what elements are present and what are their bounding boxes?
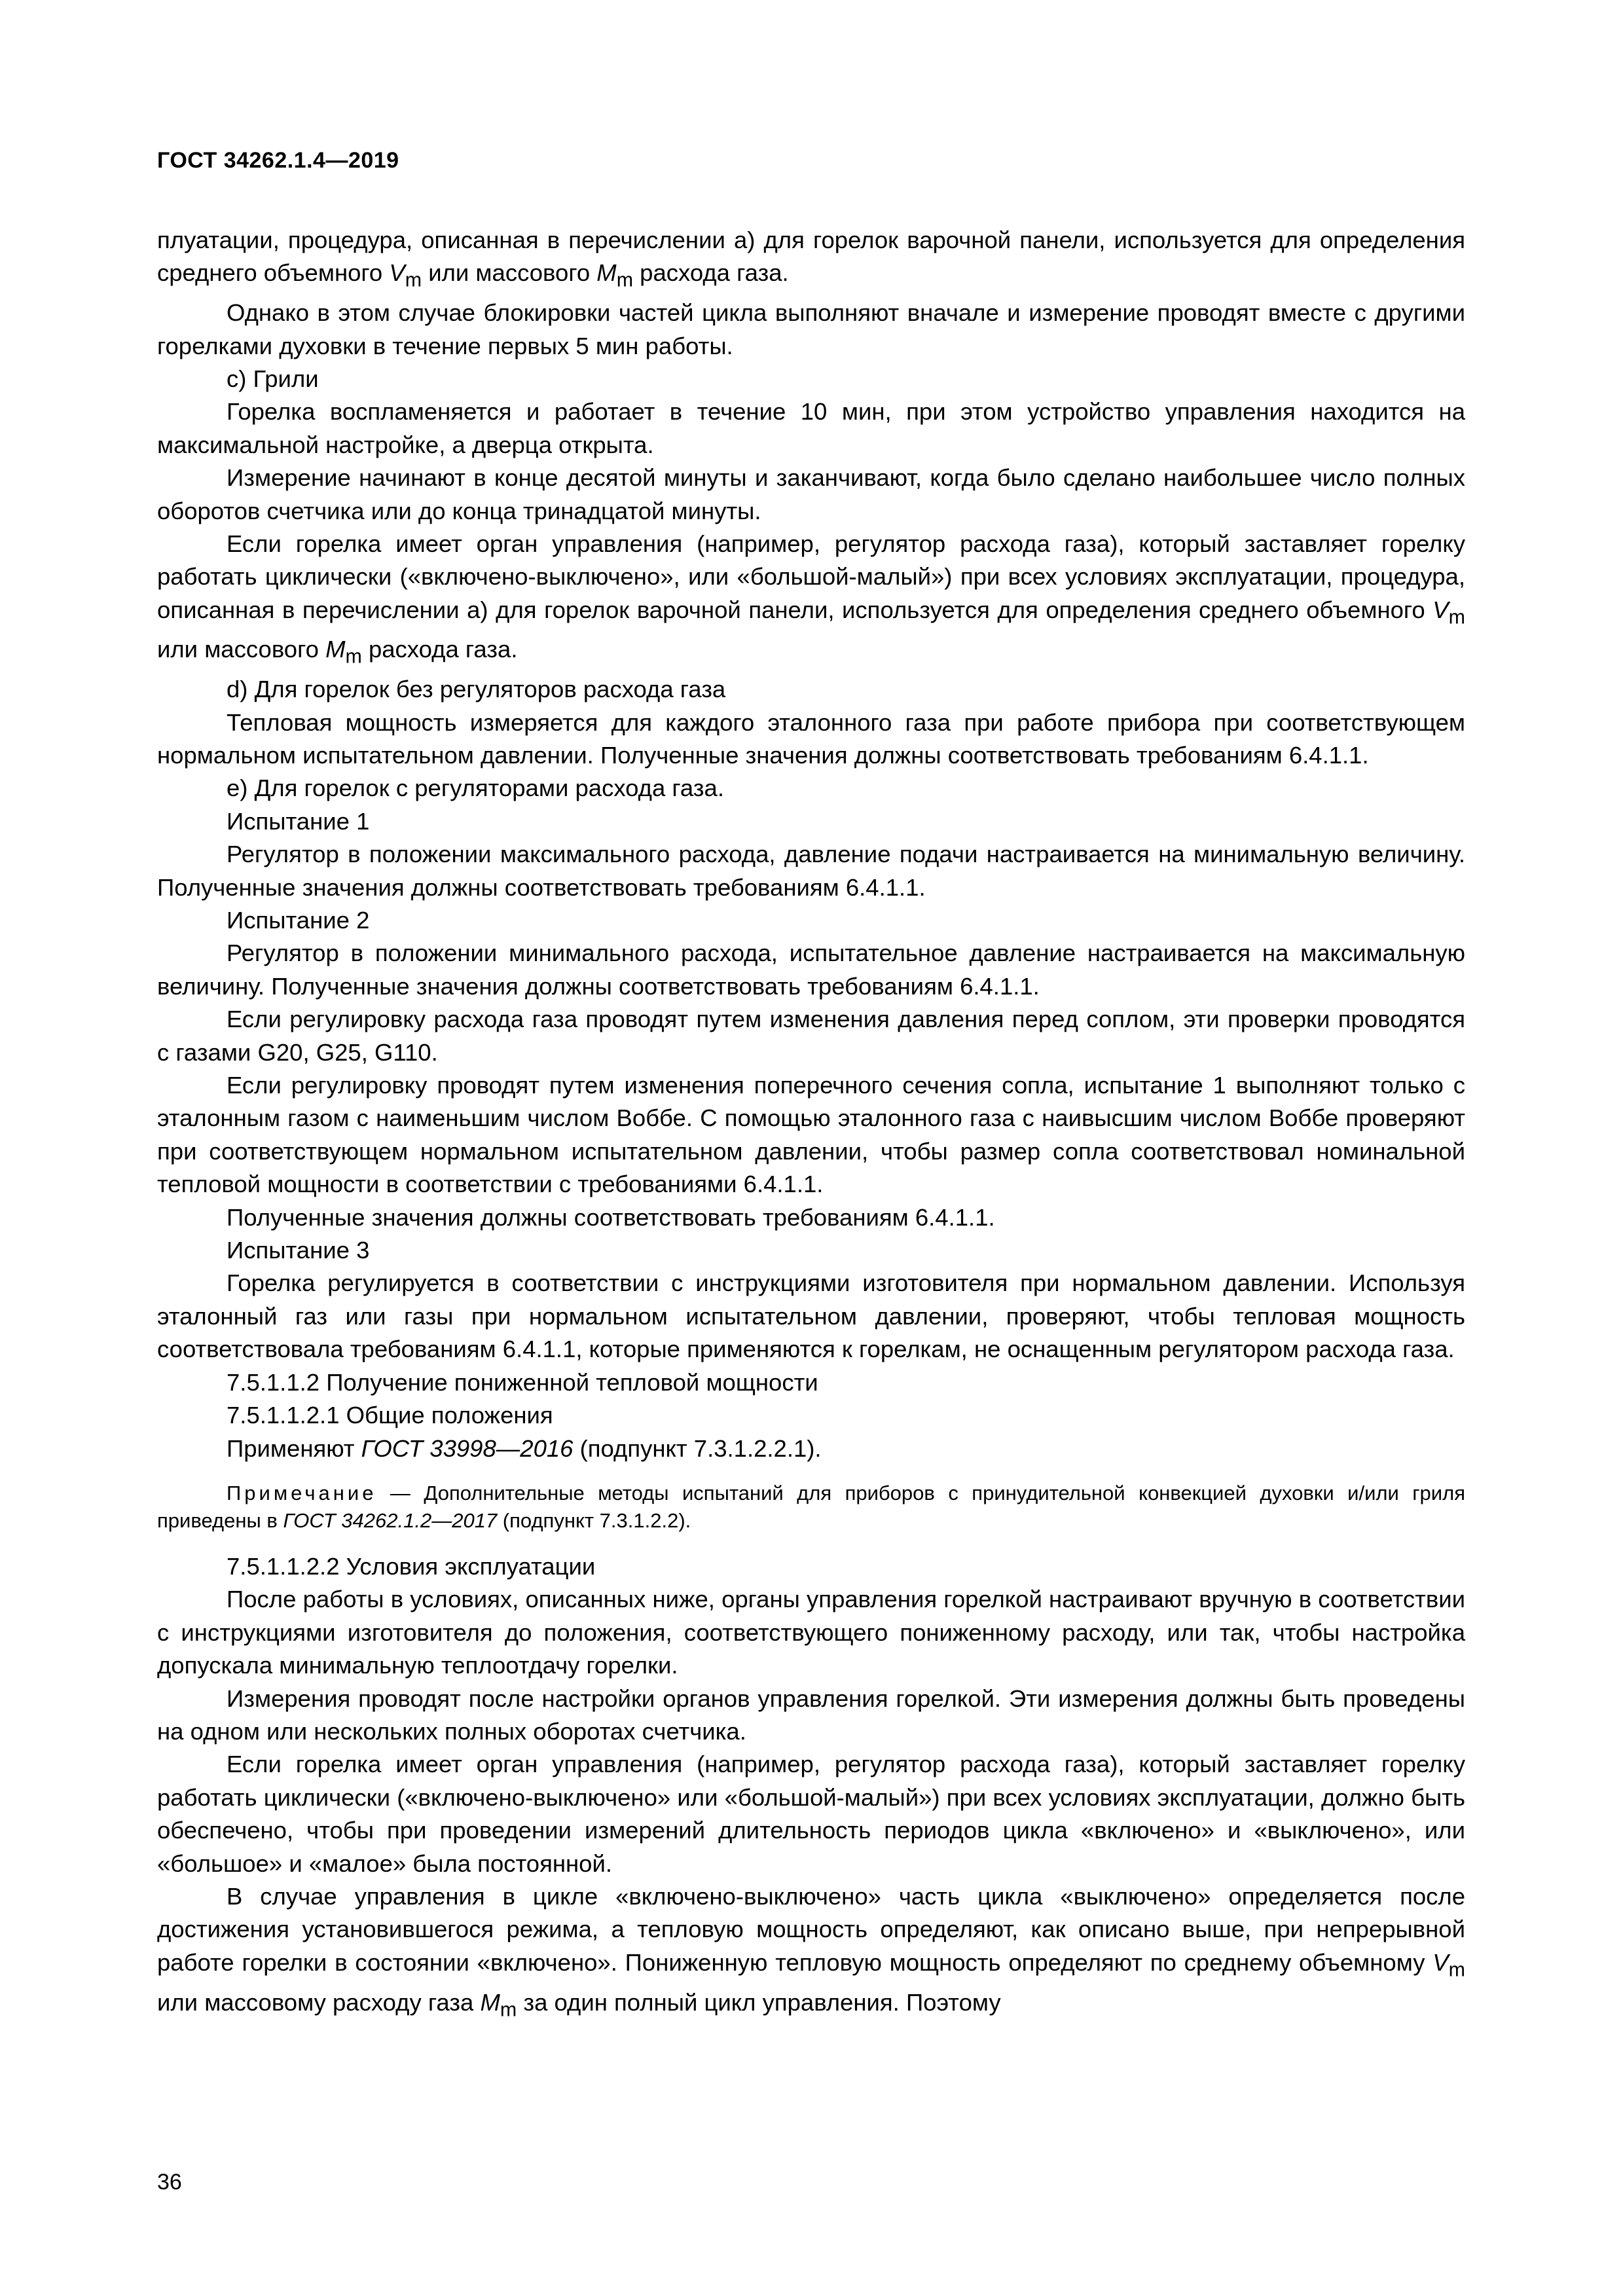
standard-reference: ГОСТ 33998—2016 bbox=[361, 1434, 574, 1462]
section-heading: 7.5.1.1.2.2 Условия эксплуатации bbox=[227, 1552, 596, 1580]
test-heading: Испытание 2 bbox=[227, 907, 370, 934]
note: Примечание — Дополнительные методы испытаний для приборов с принудительной конвекцией духовки и/или гриля приведены в ГОСТ 34262.1.2—2017 (подпункт 7.3.1.2.2). bbox=[157, 1481, 1465, 1532]
list-item-heading: e) Для горелок с регуляторами расхода газа. bbox=[227, 774, 724, 802]
standard-reference: ГОСТ 34262.1.2—2017 bbox=[283, 1508, 498, 1532]
paragraph: плуатации, процедура, описанная в перечислении a) для горелок варочной панели, используется для определения среднего объемного $V_m$ или массового $M_m$ расхода газа. bbox=[157, 227, 1465, 291]
paragraph: Если горелка имеет орган управления (например, регулятор расхода газа), который заставляет горелку работать циклически («включено-выключено», или «большой-малый») при всех условиях эксплуатации, процедура, описанная в перечислении a) для горелок варочной панели, используется для определения среднего объемного $V_m$ или массового $M_m$ расхода газа. bbox=[157, 530, 1465, 668]
document-header: ГОСТ 34262.1.4—2019 bbox=[157, 148, 399, 173]
paragraph: В случае управления в цикле «включено-выключено» часть цикла «выключено» определяется после достижения установившегося режима, а тепловую мощность определяют, как описано выше, при непрерывной работе горелки в состоянии «включено». Пониженную тепловую мощность определяют по среднему объемному $V_m$ или массовому расходу газа $M_m$ за один полный цикл управления. Поэтому bbox=[157, 1882, 1465, 2020]
paragraph: Полученные значения должны соответствовать требованиям 6.4.1.1. bbox=[227, 1203, 995, 1231]
paragraph: Если горелка имеет орган управления (например, регулятор расхода газа), который заставляет горелку работать циклически («включено-выключено» или «большой-малый») при всех условиях эксплуатации, должно быть обеспечено, чтобы при проведении измерений длительность периодов цикла «включено» и «выключено», или «большое» и «малое» была постоянной. bbox=[157, 1751, 1465, 1877]
paragraph: Измерения проводят после настройки органов управления горелкой. Эти измерения должны быть проведены на одном или нескольких полных оборотах счетчика. bbox=[157, 1685, 1465, 1745]
paragraph: Тепловая мощность измеряется для каждого эталонного газа при работе прибора при соответствующем нормальном испытательном давлении. Полученные значения должны соответствовать требованиям 6.4.1.1. bbox=[157, 708, 1465, 769]
list-item-heading: d) Для горелок без регуляторов расхода газа bbox=[227, 676, 726, 703]
paragraph: Горелка воспламеняется и работает в течение 10 мин, при этом устройство управления находится на максимальной настройке, а дверца открыта. bbox=[157, 398, 1465, 458]
document-body bbox=[157, 224, 1465, 2026]
paragraph: Измерение начинают в конце десятой минуты и заканчивают, когда было сделано наибольшее число полных оборотов счетчика или до конца тринадцатой минуты. bbox=[157, 464, 1465, 524]
paragraph: После работы в условиях, описанных ниже, органы управления горелкой настраивают вручную в соответствии с инструкциями изготовителя до положения, соответствующего пониженному расходу, или так, чтобы настройка допускала минимальную теплоотдачу горелки. bbox=[157, 1586, 1465, 1679]
section-heading: 7.5.1.1.2 Получение пониженной тепловой мощности bbox=[227, 1368, 818, 1396]
paragraph: Горелка регулируется в соответствии с инструкциями изготовителя при нормальном давлении. Используя эталонный газ или газы при нормальном испытательном давлении, проверяют, чтобы тепловая мощность соответствовала требованиям 6.4.1.1, которые применяются к горелкам, не оснащенным регулятором расхода газа. bbox=[157, 1269, 1465, 1363]
test-heading: Испытание 3 bbox=[227, 1237, 370, 1264]
paragraph: Если регулировку расхода газа проводят путем изменения давления перед соплом, эти проверки проводятся с газами G20, G25, G110. bbox=[157, 1006, 1465, 1066]
paragraph: Регулятор в положении минимального расхода, испытательное давление настраивается на максимальную величину. Полученные значения должны соответствовать требованиям 6.4.1.1. bbox=[157, 939, 1465, 1000]
page-number: 36 bbox=[157, 2170, 182, 2195]
paragraph: Регулятор в положении максимального расхода, давление подачи настраивается на минимальную величину. Полученные значения должны соответствовать требованиям 6.4.1.1. bbox=[157, 841, 1465, 901]
paragraph: Применяют ГОСТ 33998—2016 (подпункт 7.3.1.2.2.1). bbox=[227, 1434, 822, 1462]
paragraph: Если регулировку проводят путем изменения поперечного сечения сопла, испытание 1 выполняют только с эталонным газом с наименьшим числом Воббе. С помощью эталонного газа с наивысшим числом Воббе проверяют при соответствующем нормальном испытательном давлении, чтобы размер сопла соответствовал номинальной тепловой мощности в соответствии с требованиями 6.4.1.1. bbox=[157, 1072, 1465, 1198]
list-item-heading: c) Грили bbox=[227, 365, 319, 392]
note-label: Примечание bbox=[227, 1481, 377, 1504]
test-heading: Испытание 1 bbox=[227, 807, 370, 835]
section-heading: 7.5.1.1.2.1 Общие положения bbox=[227, 1402, 553, 1429]
paragraph: Однако в этом случае блокировки частей цикла выполняют вначале и измерение проводят вместе с другими горелками духовки в течение первых 5 мин работы. bbox=[157, 299, 1465, 359]
